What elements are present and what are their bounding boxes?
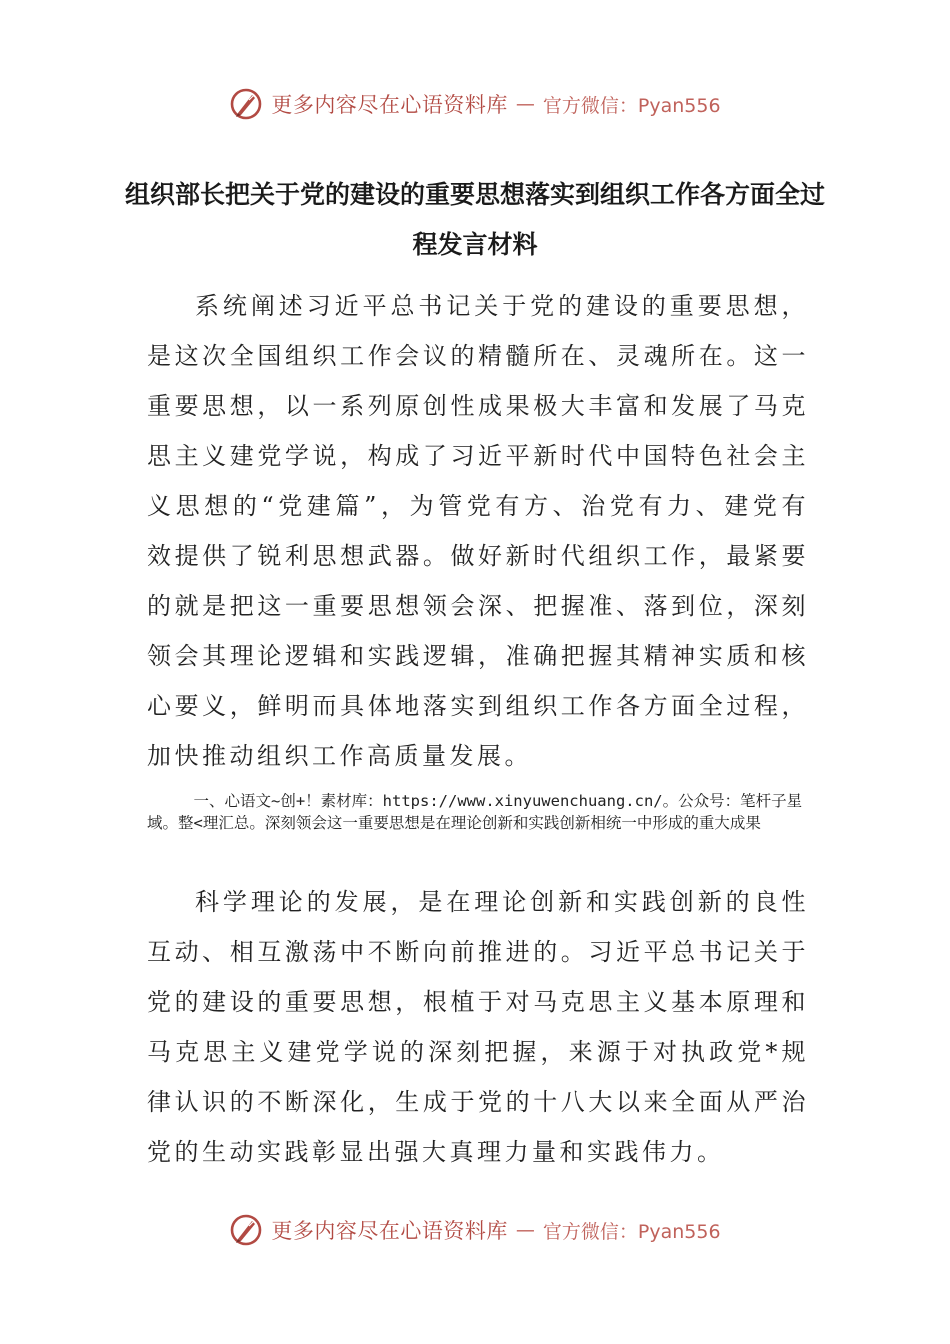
banner-wechat: 官方微信：Pyan556 <box>542 94 721 117</box>
quill-pen-logo-icon <box>229 1213 263 1247</box>
banner-text: 更多内容尽在心语资料库 <box>271 93 508 117</box>
paragraph-1: 系统阐述习近平总书记关于党的建设的重要思想，是这次全国组织工作会议的精髓所在、灵魂所在。这一重要思想，以一系列原创性成果极大丰富和发展了马克思主义建党学说，构成了习近平新时代中国特色社会主义思想的“党建篇”，为管党有方、治党有力、建党有效提供了锐利思想武器。做好新时代组织工作，最紧要的就是把这一重要思想领会深、把握准、落到位，深刻领会其理论逻辑和实践逻辑，准确把握其精神实质和核心要义，鲜明而具体地落实到组织工作各方面全过程，加快推动组织工作高质量发展。 <box>147 292 809 770</box>
banner-wechat: 官方微信：Pyan556 <box>542 1220 721 1243</box>
banner-separator: — <box>515 1219 535 1241</box>
banner-separator: — <box>515 93 535 115</box>
header-banner <box>0 84 950 124</box>
paragraph-2: 科学理论的发展，是在理论创新和实践创新的良性互动、相互激荡中不断向前推进的。习近平总书记关于党的建设的重要思想，根植于对马克思主义基本原理和马克思主义建党学说的深刻把握，来源于对执政党*规律认识的不断深化，生成于党的十八大以来全面从严治党的生动实践彰显出强大真理力量和实践伟力。 <box>147 888 809 1166</box>
banner-text: 更多内容尽在心语资料库 <box>271 1219 508 1243</box>
section-heading-1: 一、心语文~创+！素材库：https://www.xinyuwenchuang.cn/。公众号：笔杆子星域。整<理汇总。深刻领会这一重要思想是在理论创新和实践创新相统一中形成的重大成果 <box>147 792 803 832</box>
document-title: 组织部长把关于党的建设的重要思想落实到组织工作各方面全过程发言材料 <box>124 180 825 259</box>
footer-banner <box>0 1210 950 1250</box>
quill-pen-logo-icon <box>229 87 263 121</box>
